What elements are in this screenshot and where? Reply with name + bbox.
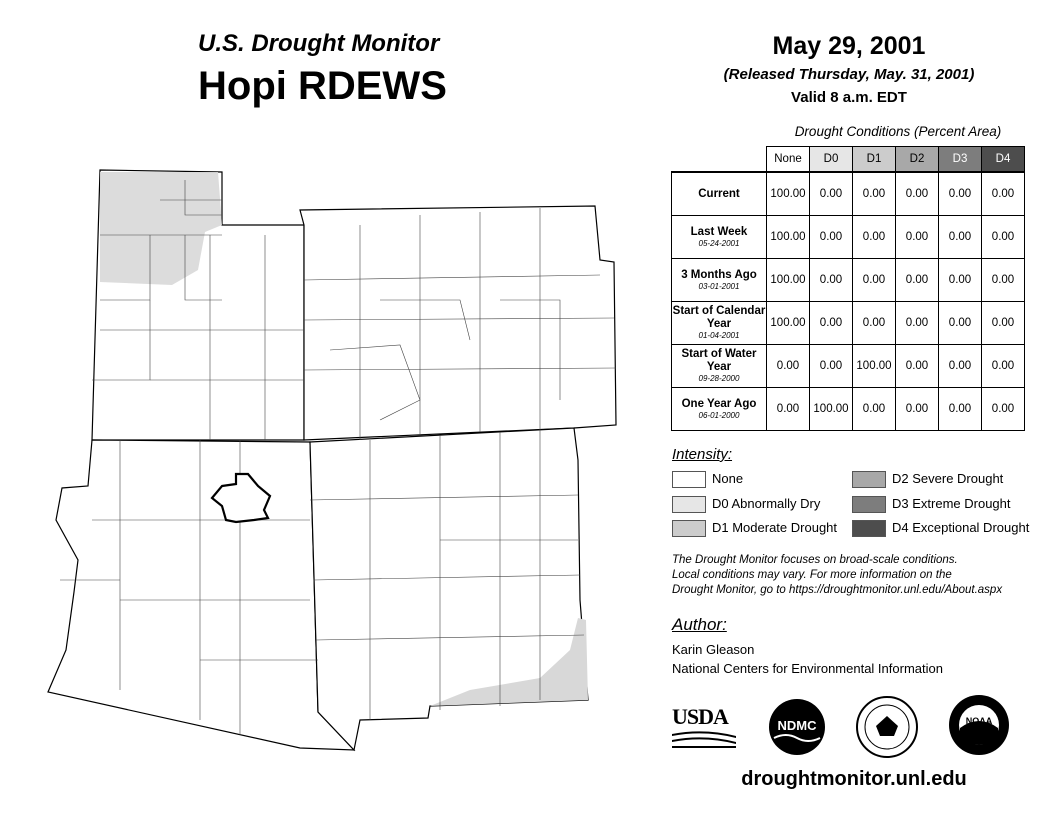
row-label: Current: [672, 172, 767, 216]
table-cell: 0.00: [896, 388, 939, 431]
table-cell: 0.00: [982, 259, 1025, 302]
disclaimer-note: The Drought Monitor focuses on broad-scale conditions. Local conditions may vary. For more information on the Drought Monitor, go to https://droughtmonitor.unl.edu/About.aspx: [672, 554, 1003, 596]
table-cell: 0.00: [810, 216, 853, 259]
valid-time: Valid 8 a.m. EDT: [791, 89, 907, 106]
table-cell: 0.00: [982, 172, 1025, 216]
table-cell: 100.00: [767, 216, 810, 259]
table-cell: 0.00: [810, 345, 853, 388]
table-cell: 0.00: [896, 172, 939, 216]
svg-text:NDMC: NDMC: [777, 718, 817, 733]
table-cell: 100.00: [853, 345, 896, 388]
table-cell: 0.00: [982, 388, 1025, 431]
col-d3: D3: [939, 147, 982, 173]
col-d4: D4: [982, 147, 1025, 173]
table-cell: 0.00: [853, 172, 896, 216]
table-cell: 0.00: [853, 259, 896, 302]
website-url[interactable]: droughtmonitor.unl.edu: [741, 768, 967, 790]
row-label: One Year Ago 06-01-2000: [672, 388, 767, 431]
table-cell: 0.00: [939, 216, 982, 259]
table-row: [672, 259, 1025, 302]
row-label: Last Week 05-24-2001: [672, 216, 767, 259]
map-subtitle: U.S. Drought Monitor: [198, 30, 440, 57]
row-label: 3 Months Ago 03-01-2001: [672, 259, 767, 302]
table-cell: 0.00: [810, 172, 853, 216]
table-cell: 0.00: [939, 345, 982, 388]
state-colorado: [300, 206, 616, 440]
table-cell: 0.00: [853, 388, 896, 431]
col-d0: D0: [810, 147, 853, 173]
drought-conditions-table: [671, 146, 1025, 431]
author-heading: Author:: [672, 615, 727, 634]
table-cell: 0.00: [982, 302, 1025, 345]
table-row: [672, 172, 1025, 216]
table-cell: 0.00: [939, 302, 982, 345]
col-d1: D1: [853, 147, 896, 173]
table-cell: 100.00: [767, 259, 810, 302]
table-row: [672, 345, 1025, 388]
table-cell: 100.00: [810, 388, 853, 431]
release-date: (Released Thursday, May. 31, 2001): [723, 66, 975, 83]
table-row: [672, 388, 1025, 431]
usda-logo: USDA: [672, 704, 736, 748]
table-cell: 0.00: [982, 345, 1025, 388]
table-cell: 0.00: [939, 388, 982, 431]
table-cell: 0.00: [853, 216, 896, 259]
map-title: Hopi RDEWS: [198, 64, 447, 108]
table-cell: 0.00: [767, 345, 810, 388]
table-cell: 0.00: [982, 216, 1025, 259]
table-cell: 0.00: [853, 302, 896, 345]
noaa-logo: [948, 694, 1010, 756]
table-cell: 0.00: [939, 259, 982, 302]
ndmc-logo: [766, 698, 828, 756]
author-name: Karin Gleason: [672, 642, 755, 657]
legend-title: Intensity:: [672, 446, 733, 463]
author-organization: National Centers for Environmental Information: [672, 661, 943, 676]
table-cell: 100.00: [767, 302, 810, 345]
state-arizona: [48, 440, 354, 750]
col-d2: D2: [896, 147, 939, 173]
col-none: None: [767, 147, 810, 173]
conditions-caption: Drought Conditions (Percent Area): [794, 124, 1002, 139]
table-cell: 0.00: [939, 172, 982, 216]
row-label: Start of Water Year 09-28-2000: [672, 345, 767, 388]
table-cell: 0.00: [767, 388, 810, 431]
table-row: [672, 302, 1025, 345]
table-header-row: [672, 147, 1025, 173]
commerce-seal-logo: [854, 696, 920, 758]
table-cell: 0.00: [810, 259, 853, 302]
table-row: [672, 216, 1025, 259]
table-cell: 0.00: [896, 302, 939, 345]
table-cell: 0.00: [896, 345, 939, 388]
table-cell: 0.00: [896, 216, 939, 259]
table-cell: 0.00: [896, 259, 939, 302]
table-cell: 0.00: [810, 302, 853, 345]
map-date: May 29, 2001: [772, 32, 926, 60]
drought-map: [40, 160, 620, 760]
row-label: Start of Calendar Year 01-04-2001: [672, 302, 767, 345]
svg-text:NOAA: NOAA: [965, 716, 993, 726]
table-cell: 100.00: [767, 172, 810, 216]
